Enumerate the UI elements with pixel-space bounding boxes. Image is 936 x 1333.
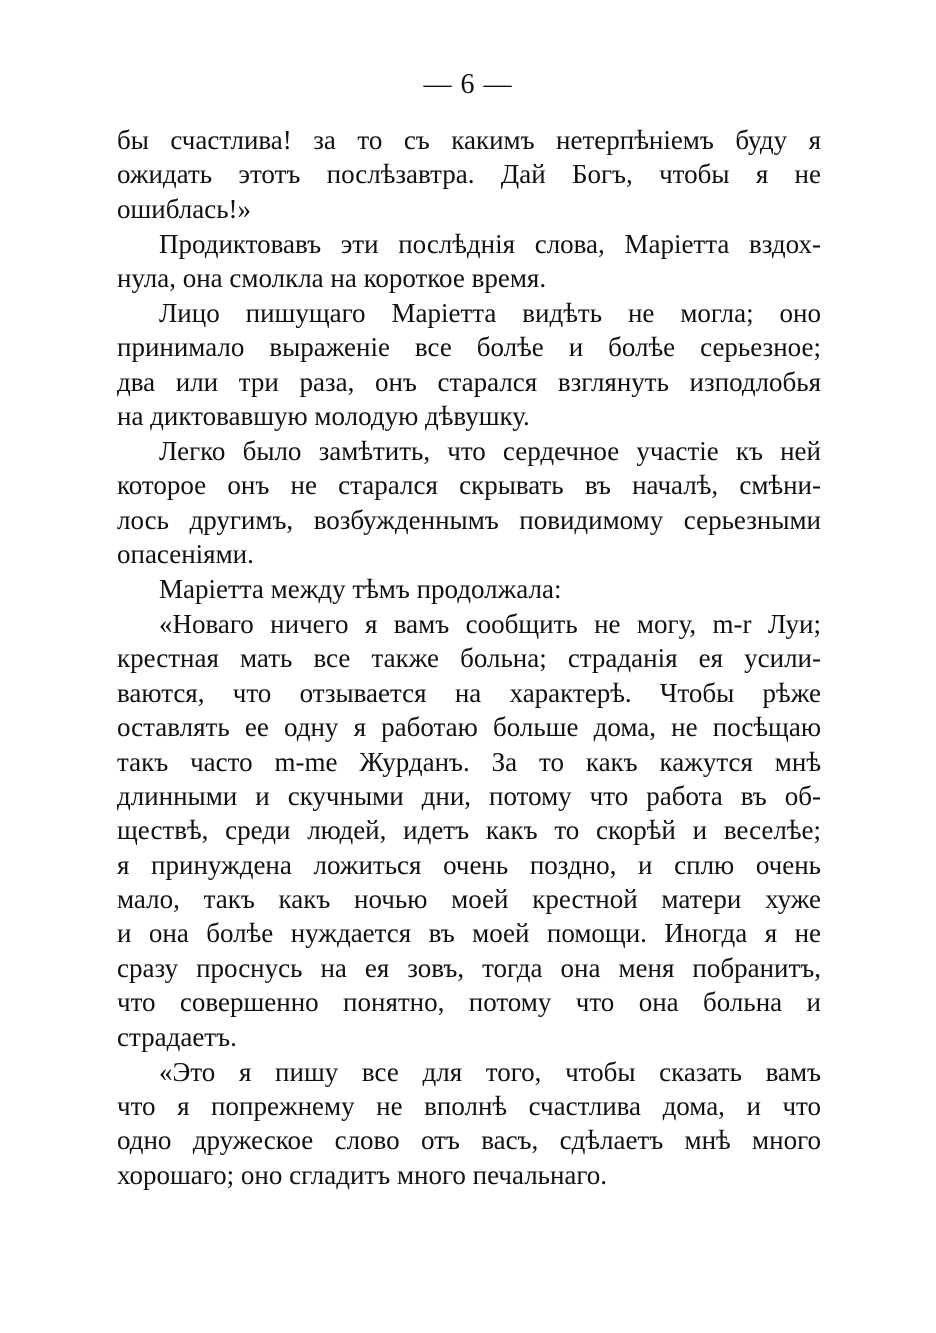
text-line: ваются, что отзывается на характерѣ. Чтобы рѣже bbox=[117, 677, 821, 708]
paragraph-4 bbox=[117, 434, 821, 572]
text-line: и она болѣе нуждается въ моей помощи. Иногда я не bbox=[117, 918, 821, 949]
paragraph-3 bbox=[117, 296, 821, 434]
text-line: Продиктовавъ эти послѣднія слова, Маріетта вздох- bbox=[159, 228, 821, 259]
text-line: бы счастлива! за то съ какимъ нетерпѣніемъ буду я bbox=[117, 125, 821, 155]
text-line: такъ часто m-me Журданъ. За то какъ кажутся мнѣ bbox=[117, 746, 821, 777]
text-line: длинными и скучными дни, потому что работа въ об- bbox=[117, 780, 821, 811]
text-line: два или три раза, онъ старался взглянуть изподлобья bbox=[117, 366, 821, 397]
paragraph-7 bbox=[117, 1055, 821, 1193]
text-line: нула, она смолкла на короткое время. bbox=[117, 263, 547, 294]
text-line: одно дружеское слово отъ васъ, сдѣлаетъ мнѣ много bbox=[117, 1125, 821, 1156]
text-line: Лицо пишущаго Маріетта видѣть не могла; оно bbox=[159, 297, 821, 328]
body-text bbox=[117, 123, 821, 1192]
text-line: ществѣ, среди людей, идетъ какъ то скорѣй и веселѣе; bbox=[117, 815, 821, 846]
text-line: Маріетта между тѣмъ продолжала: bbox=[159, 574, 562, 605]
paragraph-5 bbox=[117, 572, 821, 606]
text-line: сразу проснусь на ея зовъ, тогда она меня побранитъ, bbox=[117, 952, 821, 983]
paragraph-1 bbox=[117, 123, 821, 226]
paragraph-2 bbox=[117, 227, 821, 296]
text-line: которое онъ не старался скрывать въ началѣ, смѣни- bbox=[117, 470, 821, 501]
text-line: крестная мать все также больна; страданія ея усили- bbox=[117, 643, 821, 674]
text-line: ошиблась!» bbox=[117, 193, 252, 224]
text-line: хорошаго; оно сгладитъ много печальнаго. bbox=[117, 1159, 608, 1190]
text-line: «Это я пишу все для того, чтобы сказать вамъ bbox=[159, 1056, 821, 1087]
text-line: оставлять ее одну я работаю больше дома, не посѣщаю bbox=[117, 712, 821, 743]
page-number: — 6 — bbox=[423, 69, 513, 100]
text-line: я принуждена ложиться очень поздно, и сплю очень bbox=[117, 849, 821, 880]
text-line: «Новаго ничего я вамъ сообщить не могу, m-r Луи; bbox=[159, 608, 821, 639]
text-line: Легко было замѣтить, что сердечное участіе къ ней bbox=[159, 436, 821, 467]
paragraph-6 bbox=[117, 607, 821, 1054]
text-line: лось другимъ, возбужденнымъ повидимому серьезными bbox=[117, 504, 821, 535]
text-line: на диктовавшую молодую дѣвушку. bbox=[117, 401, 530, 432]
text-line: опасеніями. bbox=[117, 539, 254, 570]
text-line: страдаетъ. bbox=[117, 1021, 237, 1052]
text-line: что совершенно понятно, потому что она больна и bbox=[117, 987, 821, 1018]
text-line: что я попрежнему не вполнѣ счастлива дома, и что bbox=[117, 1090, 821, 1121]
text-line: принимало выраженіе все болѣе и болѣе серьезное; bbox=[117, 332, 821, 363]
text-line: мало, такъ какъ ночью моей крестной матери хуже bbox=[117, 884, 821, 915]
text-line: ожидать этотъ послѣзавтра. Дай Богъ, чтобы я не bbox=[117, 159, 821, 190]
